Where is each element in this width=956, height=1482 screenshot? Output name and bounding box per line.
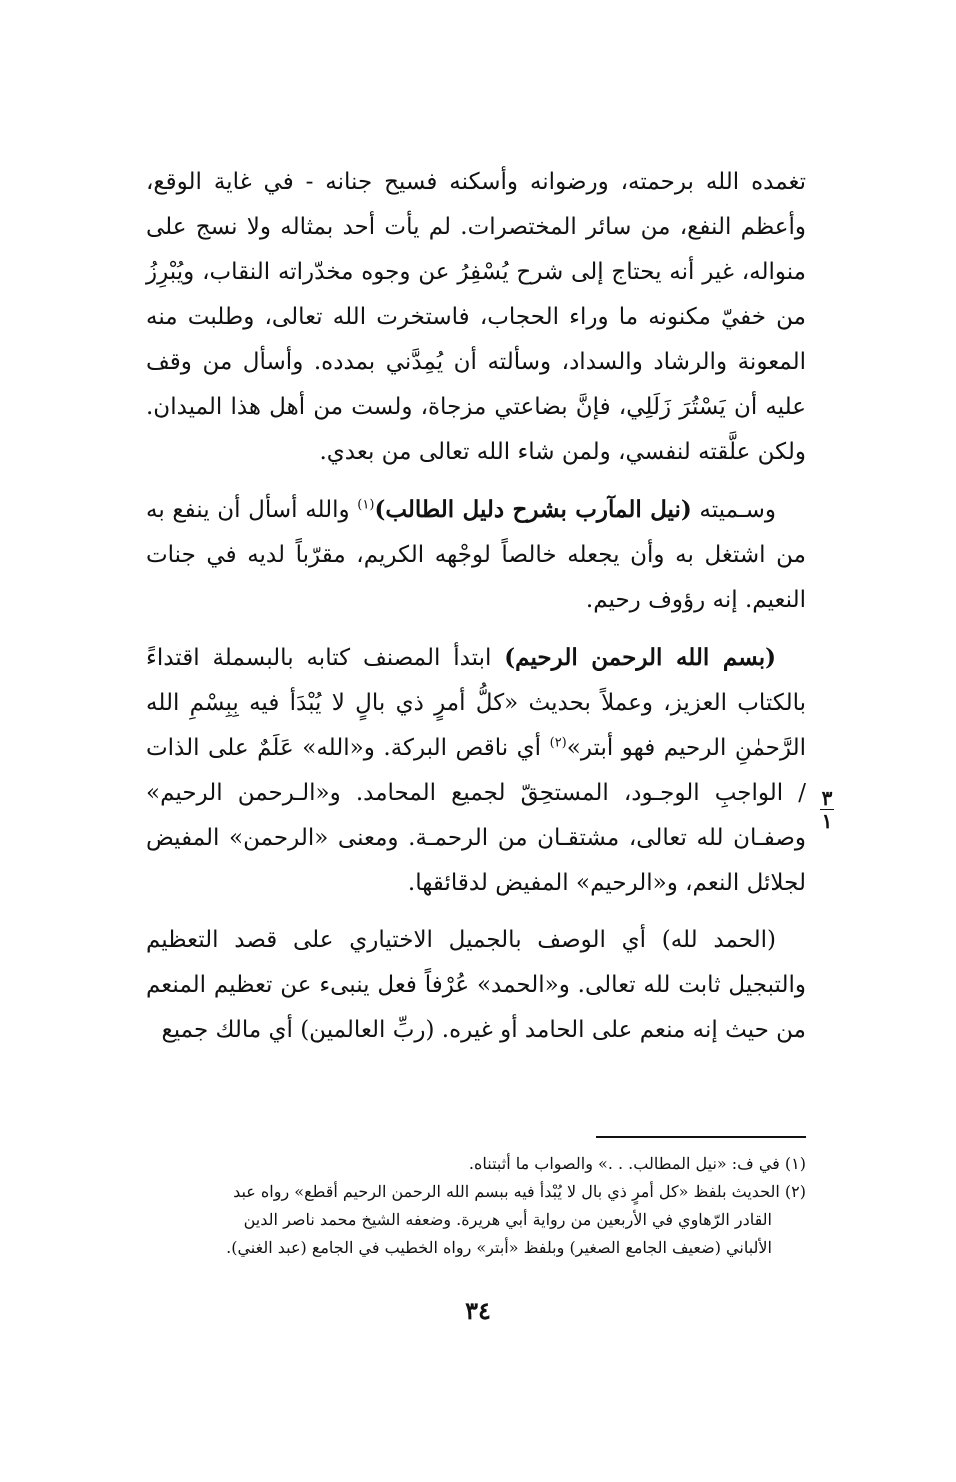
paragraph-intro-text: تغمده الله برحمته، ورضوانه وأسكنه فسيح جنانه - في غاية الوقع، وأعظم النفع، من سائر المختصرات. لم يأت أحد بمثاله ولا نسج على منواله، غير أنه يحتاج إلى شرح يُسْفِرُ عن وجوه مخدّراته النقاب، ويُبْرِزُ من خفيّ مكنونه ما وراء الحجاب، فاستخرت الله تعالى، وطلبت منه المعونة والرشاد والسداد، وسألته أن يُمِدَّني بمدده. وأسأل من وقف عليه أن يَسْتُرَ زَلَلِي، فإنَّ بضاعتي مزجاة، ولست من أهل هذا الميدان. ولكن علَّقته لنفسي، ولمن شاء الله تعالى من بعدي.: [146, 169, 806, 465]
footnotes: [146, 1150, 806, 1262]
basmala-text-b: أي ناقص البركة. و«الله» عَلَمٌ على الذات / الواجبِ الوجـود، المستحِقّ لجميع المحامد. و«الـرحمن الرحيم» وصفـان لله تعالى، مشتقـان من الرحمـة. ومعنى «الرحمن» المفيض لجلائل النعم، و«الرحيم» المفيض لدقائقها.: [146, 735, 806, 896]
book-title: (نيل المآرب بشرح دليل الطالب): [374, 496, 692, 523]
paragraph-intro: [146, 160, 806, 475]
footnote-ref-2: (٢): [549, 735, 567, 751]
footnote-2: (٢) الحديث بلفظ «كل أمرٍ ذي بال لا يُبْدأ فيه ببسم الله الرحمن الرحيم أقطع» رواه عبد: [233, 1182, 806, 1201]
basmala-text-a: ابتدأ المصنف كتابه بالبسملة اقتداءً بالكتاب العزيز، وعملاً بحديث «كلُّ أمرٍ ذي بالٍ لا يُبْدَأ فيه بِبِسْمِ الله الرَّحمٰنِ الرحيم فهو أبتر»: [146, 645, 806, 761]
footnote-ref-1: (١): [357, 497, 375, 513]
paragraph-book-title: [146, 487, 806, 623]
paragraph-basmala: [146, 635, 806, 906]
title-tail-text: والله أسأل أن ينفع به من اشتغل به وأن يجعله خالصاً لوجْهه الكريم، مقرّباً لديه في جنات النعيم. إنه رؤوف رحيم.: [146, 497, 806, 613]
paragraph-hamd: [146, 918, 806, 1053]
footnote-separator: [596, 1136, 806, 1138]
page-number: ٣٤: [465, 1296, 491, 1325]
basmala-heading: (بسم الله الرحمن الرحيم): [504, 644, 776, 671]
footnote-2-continuation-1: القادر الرّهاوي في الأربعين من رواية أبي هريرة. وضعفه الشيخ محمد ناصر الدين: [243, 1210, 772, 1229]
title-lead-text: وسـميته: [691, 497, 777, 523]
manuscript-folio-marker: [816, 788, 838, 831]
folio-side: ١: [821, 809, 833, 833]
main-text: [146, 160, 806, 1065]
footnote-1: (١) في ف: «نيل المطالب. . .» والصواب ما أثبتناه.: [468, 1154, 806, 1173]
footnote-2-continuation-2: الألباني (ضعيف الجامع الصغير) وبلفظ «أبتر» رواه الخطيب في الجامع (عبد الغني).: [226, 1238, 772, 1257]
paragraph-hamd-text: (الحمد لله) أي الوصف بالجميل الاختياري على قصد التعظيم والتبجيل ثابت لله تعالى. و«الحمد» عُرْفاً فعل ينبىء عن تعظيم المنعم من حيث إنه منعم على الحامد أو غيره. (ربِّ العالمين) أي مالك جميع: [146, 927, 806, 1043]
folio-number: ٣: [821, 786, 833, 810]
